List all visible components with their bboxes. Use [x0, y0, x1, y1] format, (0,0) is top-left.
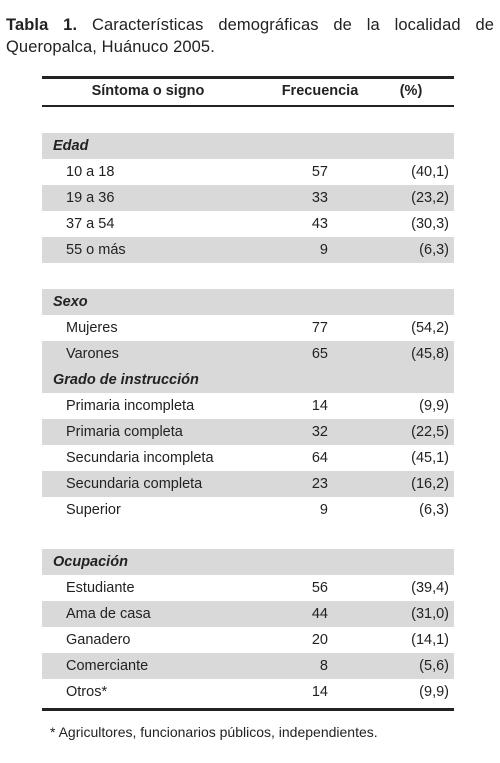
table-row — [42, 211, 454, 237]
table-spacer — [42, 107, 454, 133]
section-title: Grado de instrucción — [53, 372, 199, 388]
row-percent: (23,2) — [411, 190, 449, 206]
table-row — [42, 315, 454, 341]
row-label: Secundaria completa — [66, 476, 203, 492]
column-header-percent: (%) — [399, 83, 423, 99]
table-row — [42, 679, 454, 705]
section-header-edad — [42, 133, 454, 159]
table-row — [42, 159, 454, 185]
row-frequency: 23 — [311, 476, 328, 492]
row-frequency: 64 — [311, 450, 328, 466]
section-header-ocupacion — [42, 549, 454, 575]
section-title: Edad — [53, 138, 89, 154]
table-row — [42, 237, 454, 263]
column-header-sign: Síntoma o signo — [91, 83, 205, 99]
row-percent: (31,0) — [411, 606, 449, 622]
table-spacer — [42, 263, 454, 289]
table-row — [42, 653, 454, 679]
row-frequency: 57 — [311, 164, 328, 180]
row-frequency: 8 — [319, 658, 328, 674]
row-label: Varones — [66, 346, 119, 362]
row-percent: (45,8) — [411, 346, 449, 362]
table-row — [42, 627, 454, 653]
table-spacer — [42, 523, 454, 549]
table-row — [42, 445, 454, 471]
table-bottom-rule — [42, 708, 454, 711]
section-title: Sexo — [53, 294, 88, 310]
row-label: 37 a 54 — [66, 216, 115, 232]
row-percent: (9,9) — [419, 684, 449, 700]
row-frequency: 14 — [311, 398, 328, 414]
row-label: Estudiante — [66, 580, 135, 596]
table-row — [42, 393, 454, 419]
row-frequency: 65 — [311, 346, 328, 362]
table-row — [42, 575, 454, 601]
table-caption — [6, 14, 494, 58]
row-percent: (54,2) — [411, 320, 449, 336]
column-header-frequency: Frecuencia — [281, 83, 359, 99]
row-frequency: 32 — [311, 424, 328, 440]
row-percent: (45,1) — [411, 450, 449, 466]
row-percent: (22,5) — [411, 424, 449, 440]
row-percent: (16,2) — [411, 476, 449, 492]
row-label: Primaria completa — [66, 424, 183, 440]
row-frequency: 33 — [311, 190, 328, 206]
row-frequency: 77 — [311, 320, 328, 336]
section-header-sexo — [42, 289, 454, 315]
row-percent: (39,4) — [411, 580, 449, 596]
row-label: 19 a 36 — [66, 190, 115, 206]
table-caption-text: Características demográficas de la localidad de Queropalca, Huánuco 2005. — [6, 16, 495, 56]
row-frequency: 14 — [311, 684, 328, 700]
table-body — [42, 107, 454, 705]
row-label: 10 a 18 — [66, 164, 115, 180]
row-label: Ama de casa — [66, 606, 151, 622]
section-title: Ocupación — [53, 554, 128, 570]
section-header-grado-de-instruccion — [42, 367, 454, 393]
row-percent: (5,6) — [419, 658, 449, 674]
table-caption-label: Tabla 1. — [6, 16, 78, 34]
row-percent: (6,3) — [419, 502, 449, 518]
row-label: Ganadero — [66, 632, 131, 648]
row-frequency: 9 — [319, 242, 328, 258]
row-label: Superior — [66, 502, 121, 518]
table-row — [42, 185, 454, 211]
table-row — [42, 497, 454, 523]
row-label: Otros* — [66, 684, 108, 700]
row-frequency: 56 — [311, 580, 328, 596]
row-frequency: 44 — [311, 606, 328, 622]
row-percent: (40,1) — [411, 164, 449, 180]
table-header-row — [42, 79, 454, 105]
row-label: Secundaria incompleta — [66, 450, 214, 466]
row-frequency: 20 — [311, 632, 328, 648]
row-percent: (6,3) — [419, 242, 449, 258]
row-label: Primaria incompleta — [66, 398, 195, 414]
row-percent: (30,3) — [411, 216, 449, 232]
row-label: Comerciante — [66, 658, 149, 674]
row-frequency: 9 — [319, 502, 328, 518]
table-footnote: * Agricultores, funcionarios públicos, independientes. — [50, 724, 378, 740]
row-frequency: 43 — [311, 216, 328, 232]
table-row — [42, 471, 454, 497]
row-label: Mujeres — [66, 320, 118, 336]
row-label: 55 o más — [66, 242, 126, 258]
row-percent: (9,9) — [419, 398, 449, 414]
table-row — [42, 419, 454, 445]
table-row — [42, 601, 454, 627]
table-row — [42, 341, 454, 367]
row-percent: (14,1) — [411, 632, 449, 648]
